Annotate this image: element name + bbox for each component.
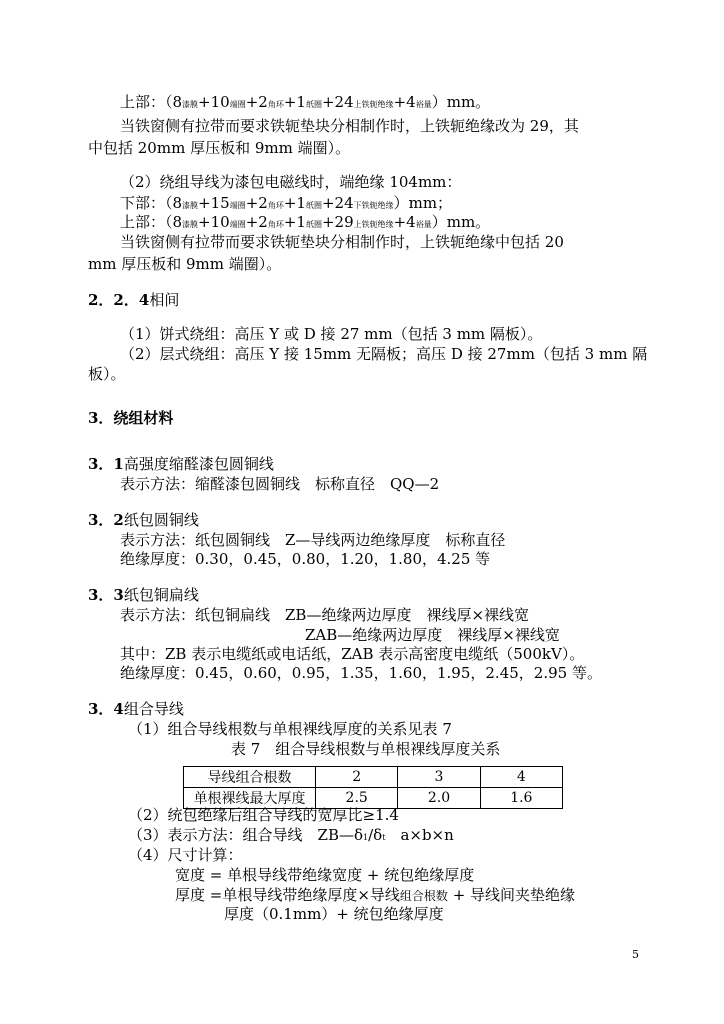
value: +10: [198, 213, 230, 231]
text: ）mm；: [393, 194, 453, 212]
section-number: 3．3: [88, 586, 124, 604]
list-item: （2）统包绝缘后组合导线的宽厚比≥1.4: [128, 806, 399, 824]
table-cell: 2.5: [316, 788, 398, 809]
text: ）mm。: [431, 93, 491, 111]
paragraph-line: ZAB—绝缘两边厚度 裸线厚×裸线宽: [305, 626, 560, 644]
paragraph-line: mm 厚压板和 9mm 端圈）。: [88, 255, 282, 273]
text: 上部：（8: [120, 213, 183, 231]
value: +1: [283, 213, 306, 231]
text: ）mm。: [431, 213, 491, 231]
paragraph-line: 当铁窗侧有拉带而要求铁轭垫块分相制作时，上铁轭绝缘中包括 20: [120, 233, 564, 251]
section-title: 组合导线: [123, 700, 184, 718]
value: +10: [198, 93, 230, 111]
subscript: 纸圈: [305, 220, 322, 229]
value: +24: [321, 93, 354, 111]
subscript: 上铁轭绝缘: [353, 100, 394, 109]
table-cell: 单根裸线最大厚度: [184, 788, 316, 809]
list-item: （4）尺寸计算：: [128, 846, 243, 864]
small-text: 组合根数: [399, 889, 448, 903]
section-heading-3-4: [88, 699, 184, 719]
section-number: 3．4: [88, 700, 124, 718]
text: 下部：（8: [120, 194, 183, 212]
section-heading-3-1: [88, 454, 274, 474]
upper-end-insulation-line-1: [120, 92, 490, 115]
table-cell: 2.0: [398, 788, 480, 809]
list-item: （1）饼式绕组：高压 Y 或 D 接 27 mm（包括 3 mm 隔板）。: [120, 325, 543, 343]
section-heading-3: 3．绕组材料: [88, 409, 174, 427]
paragraph-line: 绝缘厚度：0.45，0.60，0.95，1.35，1.60，1.95，2.45，2.95 等。: [120, 664, 602, 682]
value: +1: [283, 194, 306, 212]
table-cell: 1.6: [480, 788, 562, 809]
section-title: 高强度缩醛漆包圆铜线: [123, 455, 274, 473]
formula-line: 宽度 = 单根导线带绝缘宽度 + 统包绝缘厚度: [175, 866, 475, 884]
subscript: 裕量: [415, 100, 432, 109]
subscript: 1: [363, 833, 369, 842]
value: +2: [245, 93, 268, 111]
section-title: 相间: [149, 291, 180, 309]
value: +2: [245, 213, 268, 231]
table-row: [184, 767, 563, 788]
text: 上部：（8: [120, 93, 183, 111]
table-cell: 2: [316, 767, 398, 788]
subscript: 裕量: [415, 220, 432, 229]
list-item: （1）组合导线根数与单根裸线厚度的关系见表 7: [128, 720, 452, 738]
value: +24: [321, 194, 354, 212]
text: /δ: [368, 826, 383, 844]
section-heading-3-3: [88, 585, 199, 605]
subscript: 上铁轭绝缘: [353, 220, 394, 229]
text: a×b×n: [385, 826, 454, 844]
value: +15: [198, 194, 230, 212]
formula-line: 厚度（0.1mm）+ 统包绝缘厚度: [224, 905, 444, 923]
paragraph-line: 其中：ZB 表示电缆纸或电话纸，ZAB 表示高密度电缆纸（500kV）。: [120, 645, 585, 663]
subscript: 漆膜: [182, 100, 199, 109]
table-cell: 4: [480, 767, 562, 788]
table-cell: 导线组合根数: [184, 767, 316, 788]
list-item: （2）层式绕组：高压 Y 接 15mm 无隔板；高压 D 接 27mm（包括 3 mm 隔: [120, 345, 648, 363]
page-number: 5: [632, 948, 639, 961]
section-number: 3．1: [88, 455, 124, 473]
subscript: 端圈: [229, 201, 246, 210]
list-item: （2）绕组导线为漆包电磁线时，端绝缘 104mm：: [120, 173, 462, 191]
value: +1: [283, 93, 306, 111]
subscript: t: [382, 833, 386, 842]
paragraph-line: 中包括 20mm 厚压板和 9mm 端圈）。: [88, 139, 351, 157]
subscript: 角环: [267, 100, 284, 109]
formula-line: [175, 885, 575, 906]
value: +4: [393, 93, 416, 111]
subscript: 端圈: [229, 100, 246, 109]
section-number: 2．2．4: [88, 291, 150, 309]
paragraph-line: 当铁窗侧有拉带而要求铁轭垫块分相制作时，上铁轭绝缘改为 29，其: [120, 117, 579, 135]
value: +4: [393, 213, 416, 231]
section-title: 纸包圆铜线: [123, 511, 199, 529]
subscript: 下铁轭绝缘: [353, 201, 394, 210]
paragraph-line: 表示方法：纸包铜扁线 ZB—绝缘两边厚度 裸线厚×裸线宽: [120, 606, 530, 624]
section-heading-3-2: [88, 510, 199, 530]
paragraph-line: 表示方法：缩醛漆包圆铜线 标称直径 QQ—2: [120, 475, 440, 493]
table-caption: 表 7 组合导线根数与单根裸线厚度关系: [231, 740, 501, 758]
paragraph-line: 表示方法：纸包圆铜线 Z—导线两边绝缘厚度 标称直径: [120, 531, 506, 549]
subscript: 角环: [267, 201, 284, 210]
paragraph-line: 绝缘厚度：0.30，0.45，0.80，1.20，1.80，4.25 等: [120, 550, 491, 568]
subscript: 端圈: [229, 220, 246, 229]
subscript: 漆膜: [182, 220, 199, 229]
value: +2: [245, 194, 268, 212]
subscript: 纸圈: [305, 100, 322, 109]
subscript: 角环: [267, 220, 284, 229]
paragraph-line: 板）。: [88, 365, 126, 383]
section-title: 纸包铜扁线: [123, 586, 199, 604]
table-7: [183, 766, 563, 809]
subscript: 纸圈: [305, 201, 322, 210]
subscript: 漆膜: [182, 201, 199, 210]
value: +29: [321, 213, 354, 231]
text: + 导线间夹垫绝缘: [447, 886, 576, 904]
section-heading-2-2-4: [88, 290, 179, 310]
section-number: 3．2: [88, 511, 124, 529]
text: 厚度 =单根导线带绝缘厚度×导线: [175, 886, 400, 904]
text: （3）表示方法：组合导线 ZB—δ: [128, 826, 364, 844]
table-cell: 3: [398, 767, 480, 788]
